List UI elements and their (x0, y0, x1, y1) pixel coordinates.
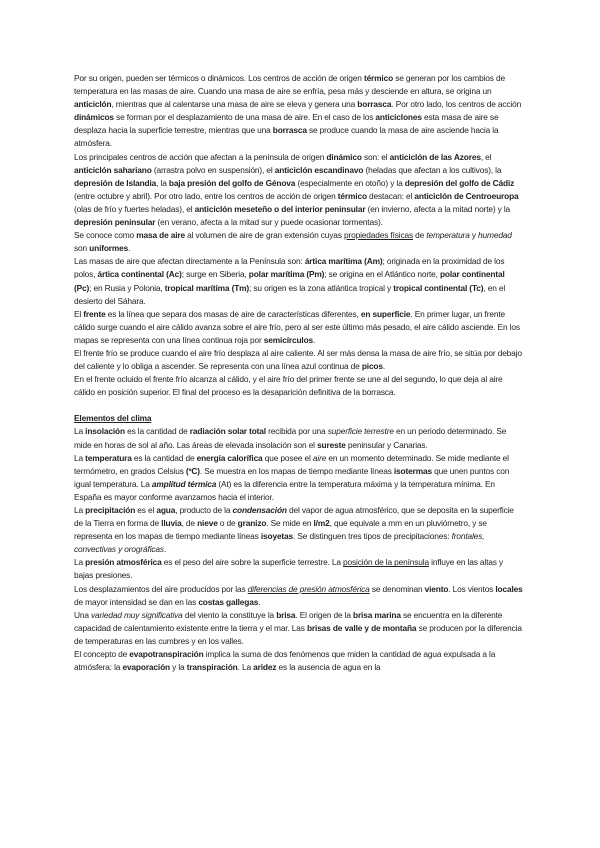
text-run: y la (169, 662, 187, 673)
emphasized-text: transpiración (186, 662, 238, 673)
text-run: se produce cuando la masa de aire asciende hacia la atmósfera. (74, 125, 499, 149)
emphasized-text: evapotranspiración (129, 649, 204, 660)
emphasized-text: ártica marítima (Am) (304, 256, 383, 267)
text-run: o de (217, 518, 238, 529)
text-run: , mientras que al calentarse una masa de aire se eleva y genera una (111, 99, 358, 110)
emphasized-text: condensación (232, 505, 287, 515)
emphasized-text: sureste (317, 439, 346, 450)
text-run: Una (74, 609, 92, 620)
emphasized-text: brisas de valle y de montaña (306, 622, 417, 633)
emphasized-text: aire (312, 452, 327, 463)
text-run: El (74, 308, 84, 319)
emphasized-text: polar marítima (Pm) (248, 269, 325, 280)
text-run: de mayor intensidad se dan en las (74, 596, 199, 607)
emphasized-text: baja presión del golfo de Génova (168, 177, 296, 188)
emphasized-text: tropical marítima (Tm) (164, 282, 250, 293)
text-run: La (74, 557, 86, 568)
emphasized-text: temperatura (426, 230, 470, 241)
text-run: La (74, 426, 86, 437)
emphasized-text: evaporación (122, 662, 170, 673)
emphasized-text: picos (361, 361, 383, 372)
text-run: . (382, 361, 386, 372)
emphasized-text: l/m2 (313, 518, 330, 529)
text-run: . En primer lugar, un frente cálido surge cuando el aire cálido avanza sobre el aire frío, pero al ser este último más pesado, el aire cálido asciende. En los mapas se representa con una línea continua roja por (74, 308, 520, 345)
text-run: se forman por el desplazamiento de una masa de aire. En el caso de los (113, 112, 376, 123)
text-run: . Se mide en (266, 518, 314, 529)
text-run: del vapor de agua atmosférico, que se deposita en la superficie de la Tierra en forma de (74, 505, 514, 529)
emphasized-text: anticiclón de Centroeuropa (414, 190, 519, 201)
text-run: El frente frío se produce cuando el aire frío desplaza al aire caliente. Al ser más densa la masa de aire frío, se sitúa por debajo del caliente y lo obliga a ascender. Se representa con una línea azul continua de (74, 347, 522, 372)
paragraph (74, 556, 524, 582)
document-page (74, 72, 524, 674)
text-run: es la cantidad de (124, 426, 190, 437)
text-run: ; su origen es la zona atlántica tropical y (249, 282, 394, 293)
text-run: del viento la constituye la (182, 609, 277, 620)
text-run: ; en Rusia y Polonia, (89, 282, 165, 293)
emphasized-text: tropical continental (Tc) (393, 282, 484, 293)
text-run: (At) es la diferencia entre la temperatura máxima y la temperatura mínima. En España es mayor conforme avanzamos hacia el interior. (74, 478, 495, 502)
emphasized-text: frontales, convectivas y orográficas (74, 531, 485, 555)
emphasized-text: dinámicos (74, 112, 114, 123)
emphasized-text: anticiclón sahariano (74, 164, 152, 175)
emphasized-text: superficie terrestre (327, 426, 394, 437)
text-run: ; originada en la proximidad de los polos, (74, 256, 505, 280)
text-run: , que equivale a mm en un pluviómetro, y se representa en los mapas de tiempo mediante líneas (74, 518, 487, 542)
text-run: destacan: el (366, 190, 415, 201)
paragraph (74, 373, 524, 399)
text-run: peninsular y Canarias. (345, 439, 428, 450)
text-run: esta masa de aire se desplaza hacia la superficie terrestre, mientras que una (74, 112, 499, 136)
emphasized-text: masa de aire (136, 230, 185, 241)
bottom-text-block (74, 425, 524, 674)
paragraph (74, 151, 524, 230)
emphasized-text: anticiclones (375, 112, 422, 123)
text-run: , en el desierto del Sáhara. (74, 282, 506, 306)
text-run: . Los vientos (448, 583, 496, 594)
text-run: La (74, 452, 86, 463)
text-run: . Se distinguen tres tipos de precipitaciones: (293, 531, 452, 542)
text-run: se encuentra en la diferente capacidad de calentamiento existente entre la tierra y el mar. Las (74, 609, 503, 633)
emphasized-text: temperatura (85, 452, 132, 463)
text-run: de (413, 230, 427, 241)
section-title: Elementos del clima (74, 413, 152, 424)
emphasized-text: granizo (237, 518, 267, 529)
emphasized-text: variedad muy significativa (91, 609, 183, 620)
emphasized-text: anticiclón meseteño o del interior peninsular (194, 203, 366, 214)
emphasized-text: anticiclón escandinavo (274, 164, 364, 175)
text-run: El concepto de (74, 649, 130, 660)
emphasized-text: brisa (276, 609, 296, 620)
text-run: ; se origina en el Atlántico norte, (324, 269, 440, 280)
emphasized-text: lluvia (161, 518, 182, 529)
text-run: . (128, 243, 131, 254)
paragraph (74, 255, 524, 307)
paragraph (74, 609, 524, 648)
text-run: que unen puntos con igual temperatura. La (74, 465, 510, 489)
paragraph (74, 583, 524, 609)
emphasized-text: energía calorífica (196, 452, 263, 463)
text-run: son (74, 243, 90, 254)
text-run: . (313, 334, 316, 345)
emphasized-text: nieve (197, 518, 218, 529)
text-run: , producto de la (175, 505, 233, 515)
emphasized-text: humedad (478, 230, 512, 241)
emphasized-text: uniformes (89, 243, 129, 254)
text-run: en un momento determinado. Se mide mediante el termómetro, en grados Celsius (74, 452, 509, 476)
text-run: ; surge en Siberia, (181, 269, 249, 280)
text-run: . (258, 596, 261, 607)
text-run: . El origen de la (295, 609, 353, 620)
text-run: se producen por la diferencia de temperaturas en las cumbres y en los valles. (74, 622, 522, 646)
emphasized-text: ártica continental (Ac) (97, 269, 182, 280)
text-run: al volumen de aire de gran extensión cuyas (184, 230, 344, 241)
emphasized-text: propiedades físicas (343, 230, 414, 241)
emphasized-text: polar continental (Pc) (74, 269, 505, 293)
text-run: . Se muestra en los mapas de tiempo mediante líneas (199, 465, 394, 476)
text-run: (heladas que afectan a los cultivos), la (363, 164, 502, 175)
emphasized-text: posición de la península (343, 557, 429, 568)
paragraph (74, 347, 524, 373)
text-run: influye en las altas y bajas presiones. (74, 557, 503, 581)
emphasized-text: semicírculos (263, 334, 314, 345)
paragraph (74, 308, 524, 347)
text-run: En el frente ocluido el frente frío alcanza al cálido, y el aire frío del primer frente se une al del segundo, lo que deja al aire cálido en posición superior. El final del proceso es la desaparición definitiva de la borrasca. (74, 374, 503, 398)
emphasized-text: aridez (253, 662, 277, 673)
text-run: (en invierno, afecta a la mitad norte) y la (365, 203, 511, 214)
emphasized-text: precipitación (85, 505, 136, 515)
section-gap (74, 399, 524, 412)
text-run: se denominan (369, 583, 425, 594)
text-run: (en verano, afecta a la mitad sur y puede ocasionar tormentas). (155, 217, 383, 228)
text-run: son: el (361, 151, 390, 162)
emphasized-text: dinámico (326, 151, 362, 162)
top-text-block (74, 72, 524, 399)
text-run: implica la suma de dos fenómenos que miden la cantidad de agua expulsada a la atmósfera: la (74, 649, 496, 673)
text-run: . La (237, 662, 254, 673)
emphasized-text: en superficie (360, 308, 411, 319)
text-run: (olas de frío y fuertes heladas), el (74, 203, 195, 214)
emphasized-text: depresión peninsular (74, 217, 156, 228)
text-run: Los principales centros de acción que afectan a la península de origen (74, 151, 327, 162)
emphasized-text: insolación (85, 426, 125, 437)
emphasized-text: isotermas (393, 465, 432, 476)
emphasized-text: viento (424, 583, 449, 594)
emphasized-text: amplitud térmica (151, 478, 217, 489)
text-run: es la ausencia de agua en la (276, 662, 381, 673)
paragraph (74, 504, 524, 556)
text-run: y (469, 230, 479, 241)
emphasized-text: térmico (363, 73, 394, 83)
emphasized-text: presión atmosférica (85, 557, 162, 568)
emphasized-text: depresión de Islandia (74, 177, 157, 188)
text-run: La (74, 505, 86, 515)
text-run: es la cantidad de (131, 452, 197, 463)
text-run: , la (156, 177, 169, 188)
text-run: en un periodo determinado. Se mide en horas de sol al año. Las áreas de elevada insolación son el (74, 426, 507, 450)
text-run: (especialmente en otoño) y la (295, 177, 405, 188)
text-run: Las masas de aire que afectan directamente a la Península son: (74, 256, 305, 267)
emphasized-text: brisa marina (353, 609, 401, 620)
text-run: , de (181, 518, 198, 529)
text-run: se generan por los cambios de temperatura en las masas de aire. Cuando una masa de aire se enfría, pesa más y desciende en altura, se origina un (74, 73, 505, 97)
emphasized-text: (ºC) (185, 465, 200, 476)
text-run: , el (480, 151, 492, 162)
emphasized-text: térmico (337, 190, 367, 201)
emphasized-text: depresión del golfo de Cádiz (404, 177, 515, 188)
emphasized-text: isoyetas (260, 531, 294, 542)
text-run: Se conoce como (74, 230, 137, 241)
text-run: recibida por una (265, 426, 328, 437)
emphasized-text: costas gallegas (198, 596, 259, 607)
text-run: es el peso del aire sobre la superficie terrestre. La (161, 557, 344, 568)
text-run: . Por otro lado, los centros de acción (391, 99, 522, 110)
text-run: . (163, 544, 167, 555)
paragraph (74, 425, 524, 451)
emphasized-text: diferencias de presión atmosférica (247, 583, 370, 594)
text-run: (entre octubre y abril). Por otro lado, entre los centros de acción de origen (74, 190, 338, 201)
emphasized-text: anticiclón (74, 99, 112, 110)
text-run: que posee el (262, 452, 313, 463)
paragraph (74, 648, 524, 674)
text-run: es la línea que separa dos masas de aire de características diferentes, (105, 308, 361, 319)
emphasized-text: locales (495, 583, 523, 594)
text-run: es el (135, 505, 157, 515)
paragraph (74, 229, 524, 255)
emphasized-text: radiación solar total (189, 426, 266, 437)
paragraph (74, 452, 524, 504)
paragraph (74, 72, 524, 151)
emphasized-text: borrasca (357, 99, 392, 110)
text-run: Por su origen, pueden ser térmicos o dinámicos. Los centros de acción de origen (74, 73, 364, 83)
text-run: (arrastra polvo en suspensión), el (151, 164, 275, 175)
emphasized-text: agua (156, 505, 176, 515)
emphasized-text: frente (83, 308, 106, 319)
emphasized-text: borrasca (272, 125, 307, 136)
emphasized-text: anticiclón de las Azores (389, 151, 481, 162)
text-run: Los desplazamientos del aire producidos por las (74, 583, 248, 594)
